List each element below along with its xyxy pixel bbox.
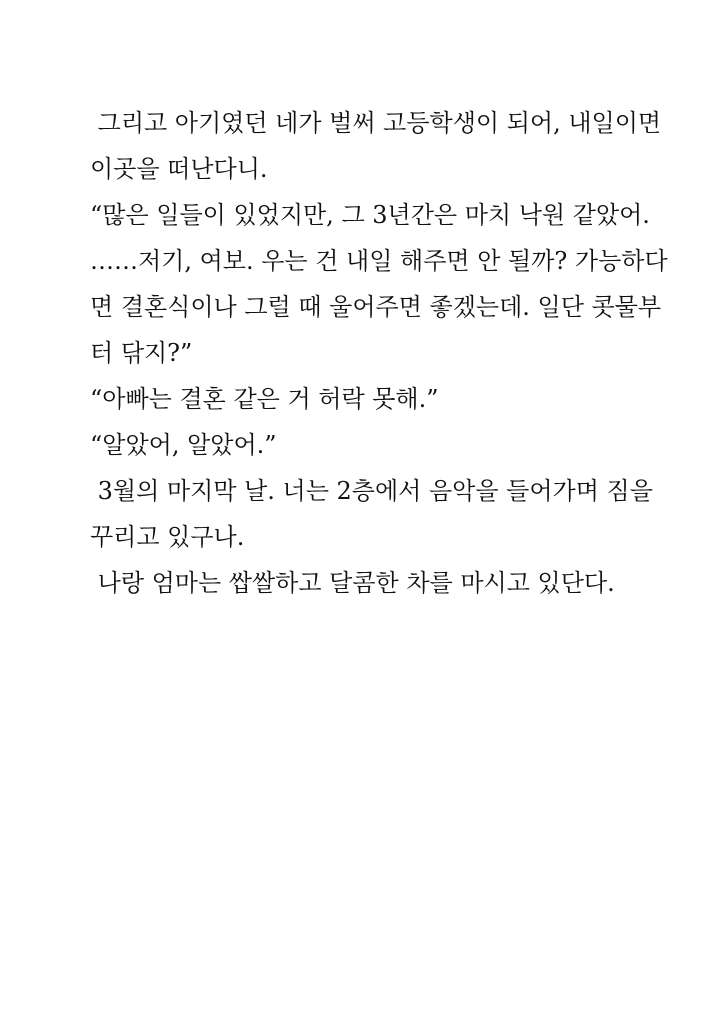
text-line-8: “알았어, 알았어.” — [90, 431, 277, 459]
text-line-7: “아빠는 결혼 같은 거 허락 못해.” — [90, 385, 439, 413]
text-line-1: 그리고 아기였던 네가 벌써 고등학생이 되어, 내일이면 — [90, 109, 662, 137]
text-line-4: ……저기, 여보. 우는 건 내일 해주면 안 될까? 가능하다 — [90, 247, 668, 275]
text-line-10: 꾸리고 있구나. — [90, 523, 245, 551]
text-line-2: 이곳을 떠난다니. — [90, 155, 268, 183]
body-text — [90, 100, 668, 606]
text-line-9: 3월의 마지막 날. 너는 2층에서 음악을 들어가며 짐을 — [90, 477, 653, 505]
text-line-5: 면 결혼식이나 그럴 때 울어주면 좋겠는데. 일단 콧물부 — [90, 293, 662, 321]
text-line-6: 터 닦지?” — [90, 339, 193, 367]
text-line-3: “많은 일들이 있었지만, 그 3년간은 마치 낙원 같았어. — [90, 201, 650, 229]
text-line-11: 나랑 엄마는 쌉쌀하고 달콤한 차를 마시고 있단다. — [90, 569, 615, 597]
